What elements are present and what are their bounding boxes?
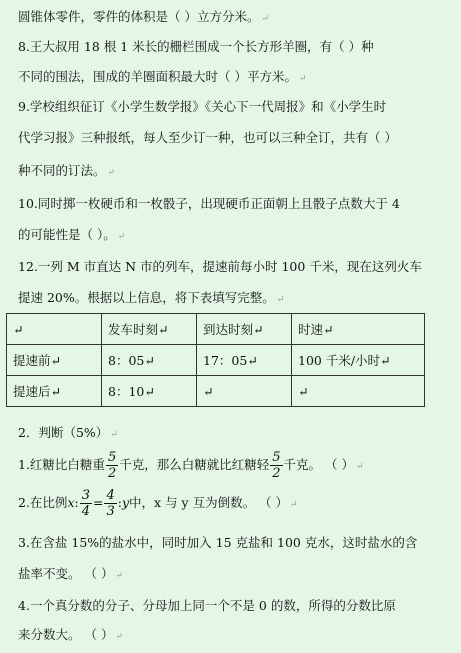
- table-cell: 时速↵: [292, 314, 425, 345]
- problem-line: 种不同的订法。 ↵: [18, 163, 116, 178]
- table-cell: 到达时刻↵: [197, 314, 292, 345]
- judge-question-3: 3.在含盐 15%的盐水中，同时加入 15 克盐和 100 克水，这时盐水的含: [18, 535, 418, 550]
- problem-line: 10.同时掷一枚硬币和一枚骰子，出现硬币正面朝上且骰子点数大于 4: [18, 196, 400, 211]
- problem-line: 圆锥体零件，零件的体积是（ ）立方分米。 ↵: [18, 9, 270, 24]
- speed-table: [6, 313, 425, 407]
- table-cell: ↵: [7, 314, 102, 345]
- problem-line: 12.一列 M 市直达 N 市的列车，提速前每小时 100 千米，现在这列火车: [18, 259, 422, 274]
- problem-line: 9.学校组织征订《小学生数学报》《关心下一代周报》和《小学生时: [18, 99, 387, 114]
- table-header-row: [7, 314, 425, 345]
- fraction: $\frac{4}{3}$: [106, 488, 115, 519]
- table-cell: ↵: [292, 376, 425, 407]
- fraction: $\frac{3}{4}$: [81, 488, 90, 519]
- table-cell: 100 千米/小时↵: [292, 345, 425, 376]
- table-cell: 8：05↵: [102, 345, 197, 376]
- problem-line: 的可能性是（ ）。 ↵: [18, 227, 126, 242]
- judge-question-3-cont: 盐率不变。 （ ） ↵: [18, 566, 123, 581]
- table-row: [7, 376, 425, 407]
- table-cell: ↵: [197, 376, 292, 407]
- problem-line: 8.王大叔用 18 根 1 米长的栅栏围成一个长方形羊圈，有（ ）种: [18, 39, 374, 54]
- fraction: $\frac{5}{2}$: [107, 450, 117, 481]
- fraction: $\frac{5}{2}$: [272, 450, 281, 481]
- problem-line: 提速 20%。根据以上信息，将下表填写完整。 ↵: [18, 290, 285, 305]
- judge-question-4: 4.一个真分数的分子、分母加上同一个不是 0 的数，所得的分数比原: [18, 598, 396, 613]
- table-cell: 提速后↵: [7, 376, 102, 407]
- judge-question-2: 2.在比例x: $\frac{3}{4}$ = $\frac{4}{3}$ :y中，x 与 y 互为倒数。 （ ） ↵: [18, 488, 298, 519]
- table-cell: 发车时刻↵: [102, 314, 197, 345]
- table-cell: 8：10↵: [102, 376, 197, 407]
- judge-question-1: 1.红糖比白糖重 $\frac{5}{2}$ 千克，那么白糖就比红糖轻 $\frac{5}{2}$ 千克。 （ ） ↵: [18, 450, 364, 481]
- section-heading: 2．判断（5%） ↵: [18, 425, 118, 440]
- table-cell: 17：05↵: [197, 345, 292, 376]
- judge-question-4-cont: 来分数大。 （ ） ↵: [18, 627, 123, 642]
- problem-line: 不同的围法，围成的羊圈面积最大时（ ）平方米。 ↵: [18, 69, 307, 84]
- table-cell: 提速前↵: [7, 345, 102, 376]
- problem-line: 代学习报》三种报纸，每人至少订一种，也可以三种全订，共有（ ）: [18, 130, 397, 145]
- table-row: [7, 345, 425, 376]
